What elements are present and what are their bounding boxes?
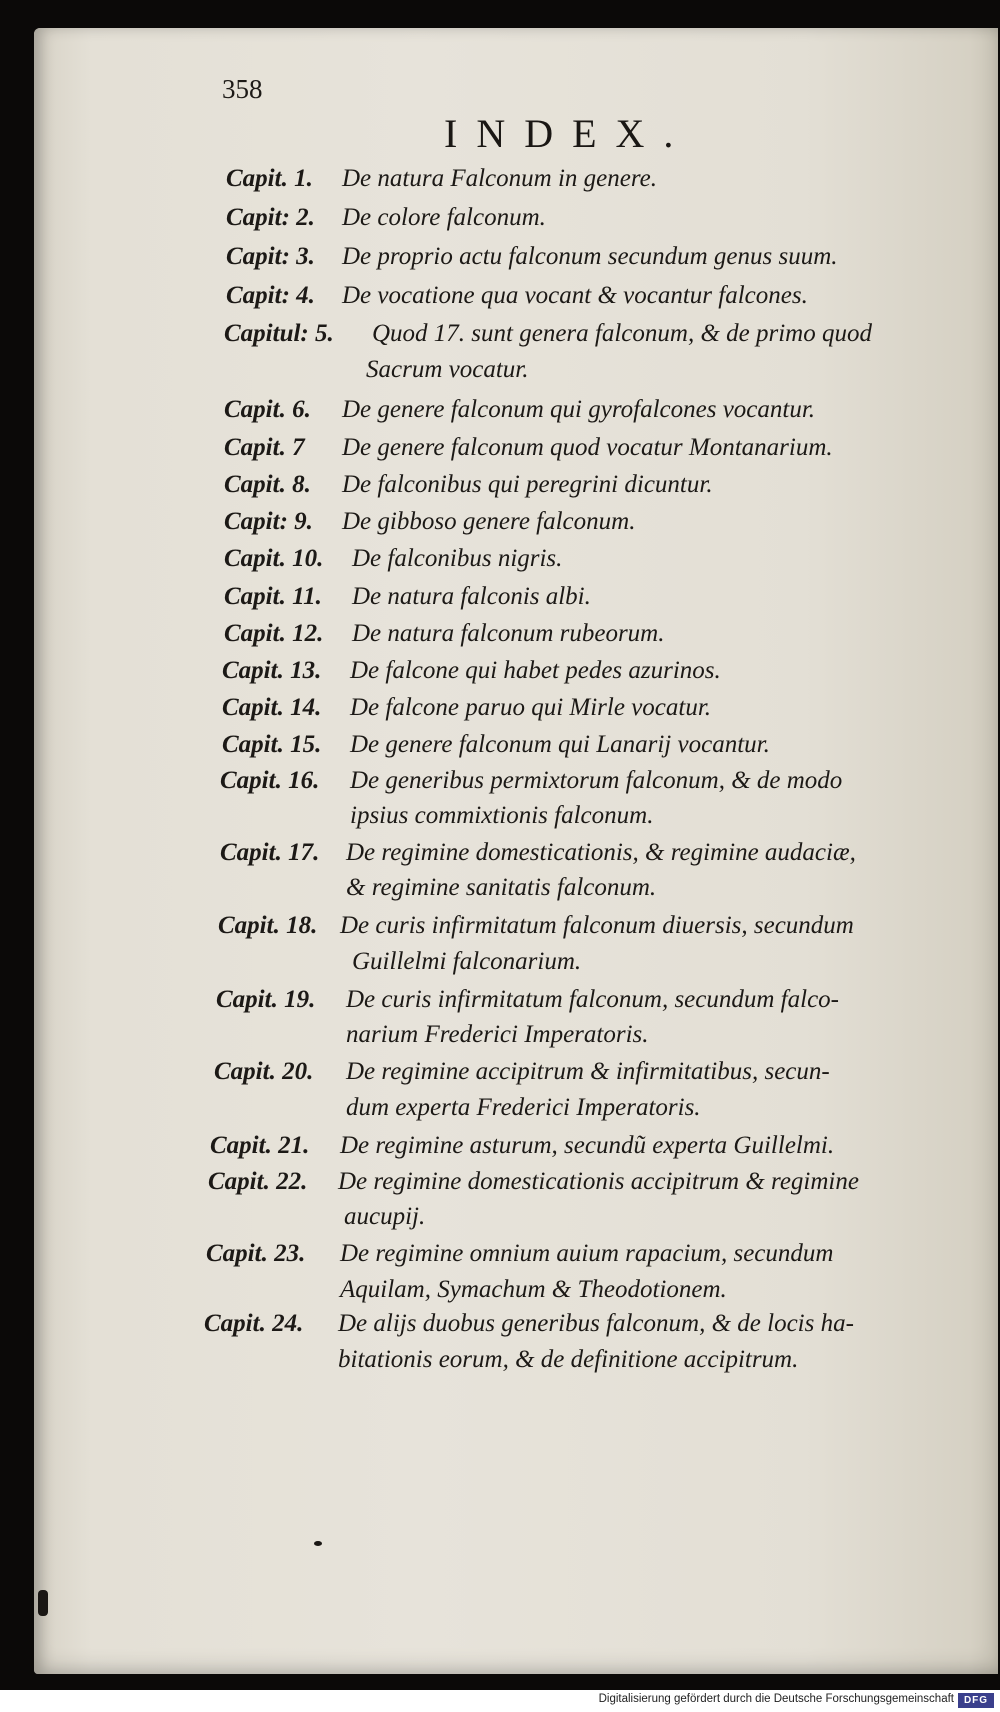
chapter-title: De gibboso genere falconum.: [342, 508, 636, 535]
chapter-title: Quod 17. sunt genera falconum, & de primo quod: [372, 320, 872, 347]
chapter-label: Capit. 8.: [224, 471, 311, 498]
chapter-label: Capit. 13.: [222, 657, 322, 684]
chapter-title: De natura falconis albi.: [352, 583, 591, 610]
chapter-title-continued: Sacrum vocatur.: [366, 356, 529, 383]
page-title: INDEX.: [444, 111, 693, 156]
chapter-title: De proprio actu falconum secundum genus suum.: [342, 243, 838, 270]
chapter-title: De natura Falconum in genere.: [342, 165, 657, 192]
chapter-title: De regimine omnium auium rapacium, secundum: [340, 1240, 834, 1267]
chapter-label: Capit. 15.: [222, 731, 322, 758]
chapter-title: De falconibus qui peregrini dicuntur.: [342, 471, 713, 498]
chapter-label: Capit. 14.: [222, 694, 322, 721]
ink-speck: [38, 1590, 48, 1616]
chapter-label: Capit. 10.: [224, 545, 324, 572]
chapter-title: De genere falconum qui Lanarij vocantur.: [350, 731, 770, 758]
chapter-label: Capit. 19.: [216, 986, 316, 1013]
chapter-title: De falcone qui habet pedes azurinos.: [350, 657, 721, 684]
chapter-title-continued: narium Frederici Imperatoris.: [346, 1021, 649, 1048]
chapter-label: Capit. 17.: [220, 839, 320, 866]
chapter-title-continued: Aquilam, Symachum & Theodotionem.: [340, 1276, 727, 1303]
chapter-title: De falcone paruo qui Mirle vocatur.: [350, 694, 712, 721]
chapter-label: Capit. 20.: [214, 1058, 314, 1085]
chapter-title-continued: bitationis eorum, & de definitione accipitrum.: [338, 1346, 799, 1373]
chapter-label: Capit. 21.: [210, 1132, 310, 1159]
chapter-title: De curis infirmitatum falconum diuersis, secundum: [340, 912, 854, 939]
funding-note: Digitalisierung gefördert durch die Deutsche Forschungsgemeinschaft: [598, 1693, 954, 1705]
chapter-label: Capit: 2.: [226, 204, 315, 231]
chapter-title-continued: ipsius commixtionis falconum.: [350, 802, 654, 829]
chapter-label: Capit. 1.: [226, 165, 313, 192]
chapter-title: De genere falconum qui gyrofalcones vocantur.: [342, 396, 816, 423]
chapter-title: De genere falconum quod vocatur Montanarium.: [342, 434, 833, 461]
chapter-label: Capit. 16.: [220, 767, 320, 794]
chapter-label: Capit. 7: [224, 434, 305, 461]
chapter-label: Capit. 24.: [204, 1310, 304, 1337]
chapter-title: De vocatione qua vocant & vocantur falcones.: [342, 282, 808, 309]
chapter-label: Capit. 22.: [208, 1168, 308, 1195]
ink-speck: [314, 1541, 322, 1546]
chapter-label: Capit. 12.: [224, 620, 324, 647]
dfg-logo: DFG: [958, 1693, 994, 1708]
chapter-title: De regimine asturum, secundũ experta Guillelmi.: [340, 1132, 835, 1159]
chapter-label: Capit. 23.: [206, 1240, 306, 1267]
chapter-title: De regimine domesticationis accipitrum & regimine: [338, 1168, 859, 1195]
chapter-title: De colore falconum.: [342, 204, 546, 231]
chapter-title-continued: Guillelmi falconarium.: [352, 948, 582, 975]
page-number: 358: [222, 74, 263, 104]
chapter-title: De regimine accipitrum & infirmitatibus, secun-: [346, 1058, 830, 1085]
chapter-label: Capitul: 5.: [224, 320, 334, 347]
digitization-footer: [0, 1690, 1000, 1712]
chapter-title: De generibus permixtorum falconum, & de modo: [350, 767, 843, 794]
chapter-label: Capit. 11.: [224, 583, 322, 610]
chapter-label: Capit: 3.: [226, 243, 315, 270]
chapter-label: Capit: 9.: [224, 508, 313, 535]
chapter-label: Capit: 4.: [226, 282, 315, 309]
chapter-title-continued: aucupij.: [344, 1203, 426, 1230]
chapter-title: De falconibus nigris.: [352, 545, 563, 572]
chapter-title: De curis infirmitatum falconum, secundum falco-: [346, 986, 839, 1013]
chapter-title-continued: & regimine sanitatis falconum.: [346, 874, 657, 901]
chapter-title: De alijs duobus generibus falconum, & de locis ha-: [338, 1310, 854, 1337]
chapter-label: Capit. 18.: [218, 912, 318, 939]
chapter-title: De regimine domesticationis, & regimine audaciæ,: [346, 839, 856, 866]
chapter-title-continued: dum experta Frederici Imperatoris.: [346, 1094, 701, 1121]
chapter-title: De natura falconum rubeorum.: [352, 620, 665, 647]
chapter-label: Capit. 6.: [224, 396, 311, 423]
